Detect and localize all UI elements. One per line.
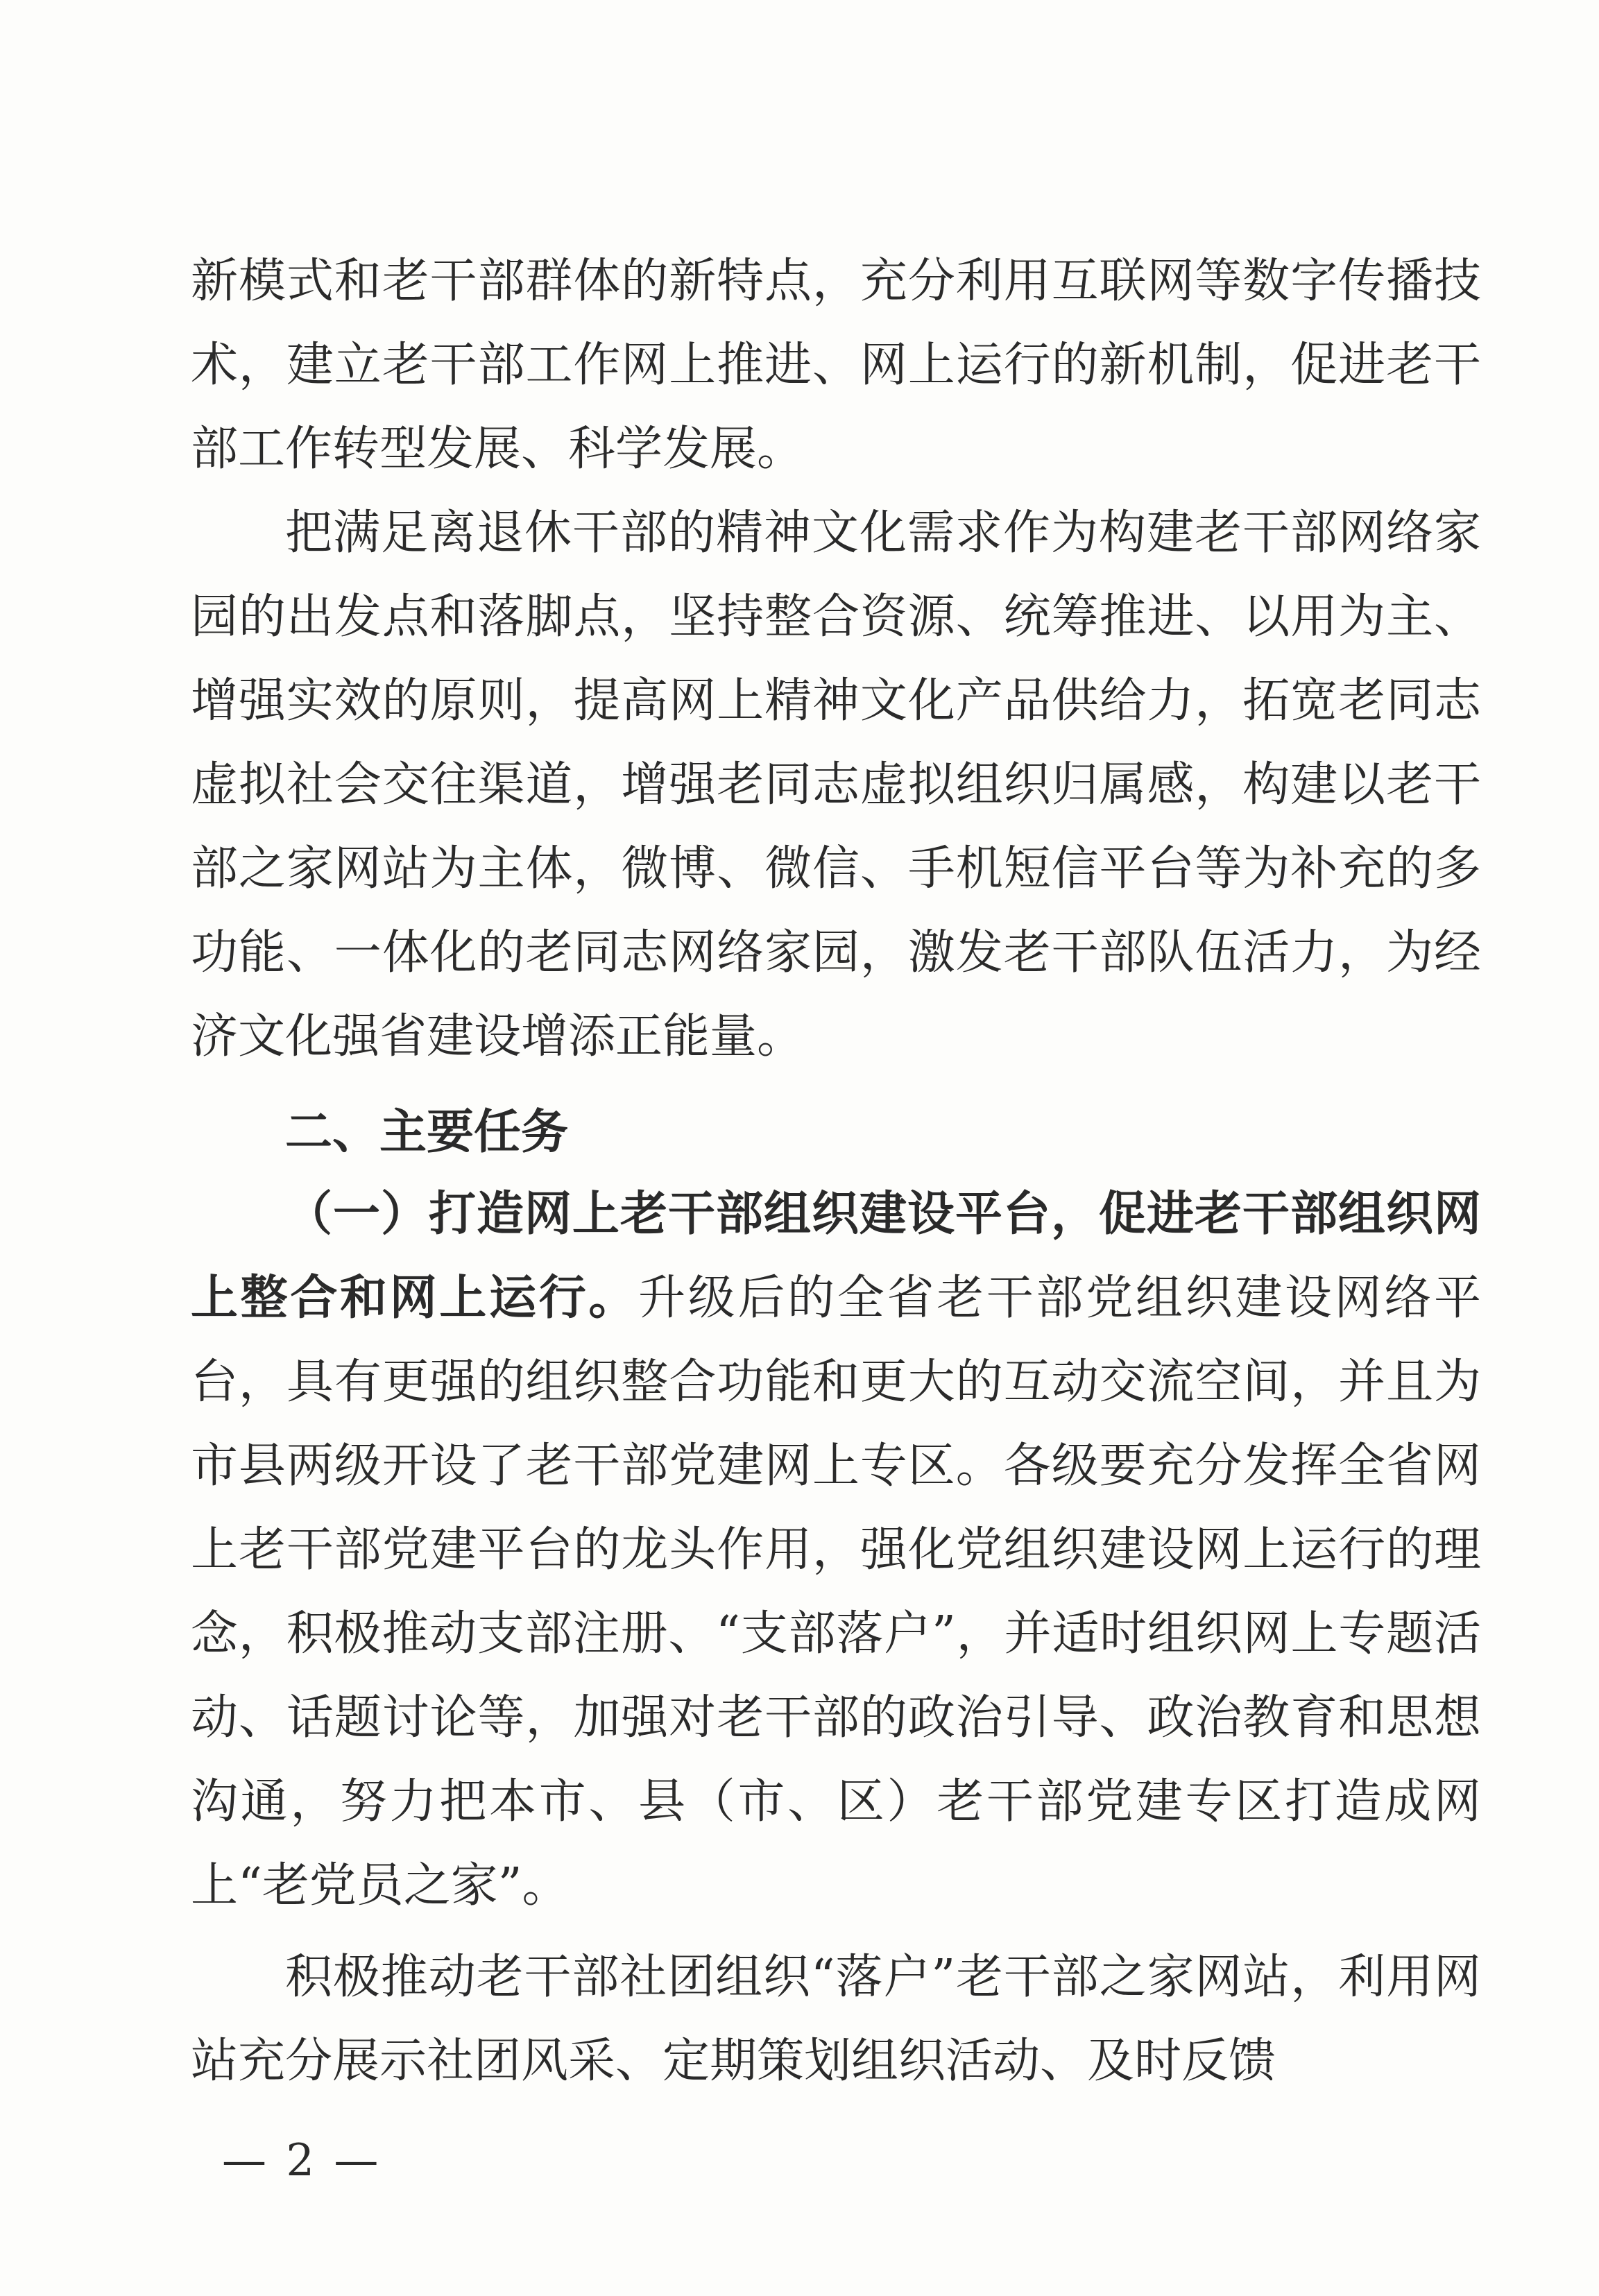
paragraph-text: 积极推动老干部社团组织“落户”老干部之家网站，利用网站充分展示社团风采、定期策划组织活动、及时反馈	[191, 1950, 1481, 2089]
body-paragraph	[191, 1172, 1481, 1928]
section-heading	[191, 1090, 1575, 1174]
body-paragraph	[191, 491, 1481, 1079]
section-heading-text: 二、主要任务	[285, 1104, 569, 1160]
subsection-lead-bold: （一）打造网上老干部组织建设平台，促进老干部组织网上整合和网上运行。	[191, 1186, 1481, 1326]
paragraph-text: 把满足离退休干部的精神文化需求作为构建老干部网络家园的出发点和落脚点，坚持整合资源、统筹推进、以用为主、增强实效的原则，提高网上精神文化产品供给力，拓宽老同志虚拟社会交往渠道，增强老同志虚拟组织归属感，构建以老干部之家网站为主体，微博、微信、手机短信平台等为补充的多功能、一体化的老同志网络家园，激发老干部队伍活力，为经济文化强省建设增添正能量。	[191, 506, 1481, 1064]
body-paragraph	[191, 239, 1481, 491]
paragraph-rest: 升级后的全省老干部党组织建设网络平台，具有更强的组织整合功能和更大的互动交流空间，并且为市县两级开设了老干部党建网上专区。各级要充分发挥全省网上老干部党建平台的龙头作用，强化党组织建设网上运行的理念，积极推动支部注册、“支部落户”，并适时组织网上专题活动、话题讨论等，加强对老干部的政治引导、政治教育和思想沟通，努力把本市、县（市、区）老干部党建专区打造成网上“老党员之家”。	[191, 1271, 1481, 1913]
page-number: — 2 —	[222, 2135, 382, 2186]
paragraph-text: 新模式和老干部群体的新特点，充分利用互联网等数字传播技术，建立老干部工作网上推进、网上运行的新机制，促进老干部工作转型发展、科学发展。	[191, 254, 1481, 477]
body-paragraph	[191, 1935, 1481, 2103]
paragraph-text	[191, 1172, 1481, 1928]
